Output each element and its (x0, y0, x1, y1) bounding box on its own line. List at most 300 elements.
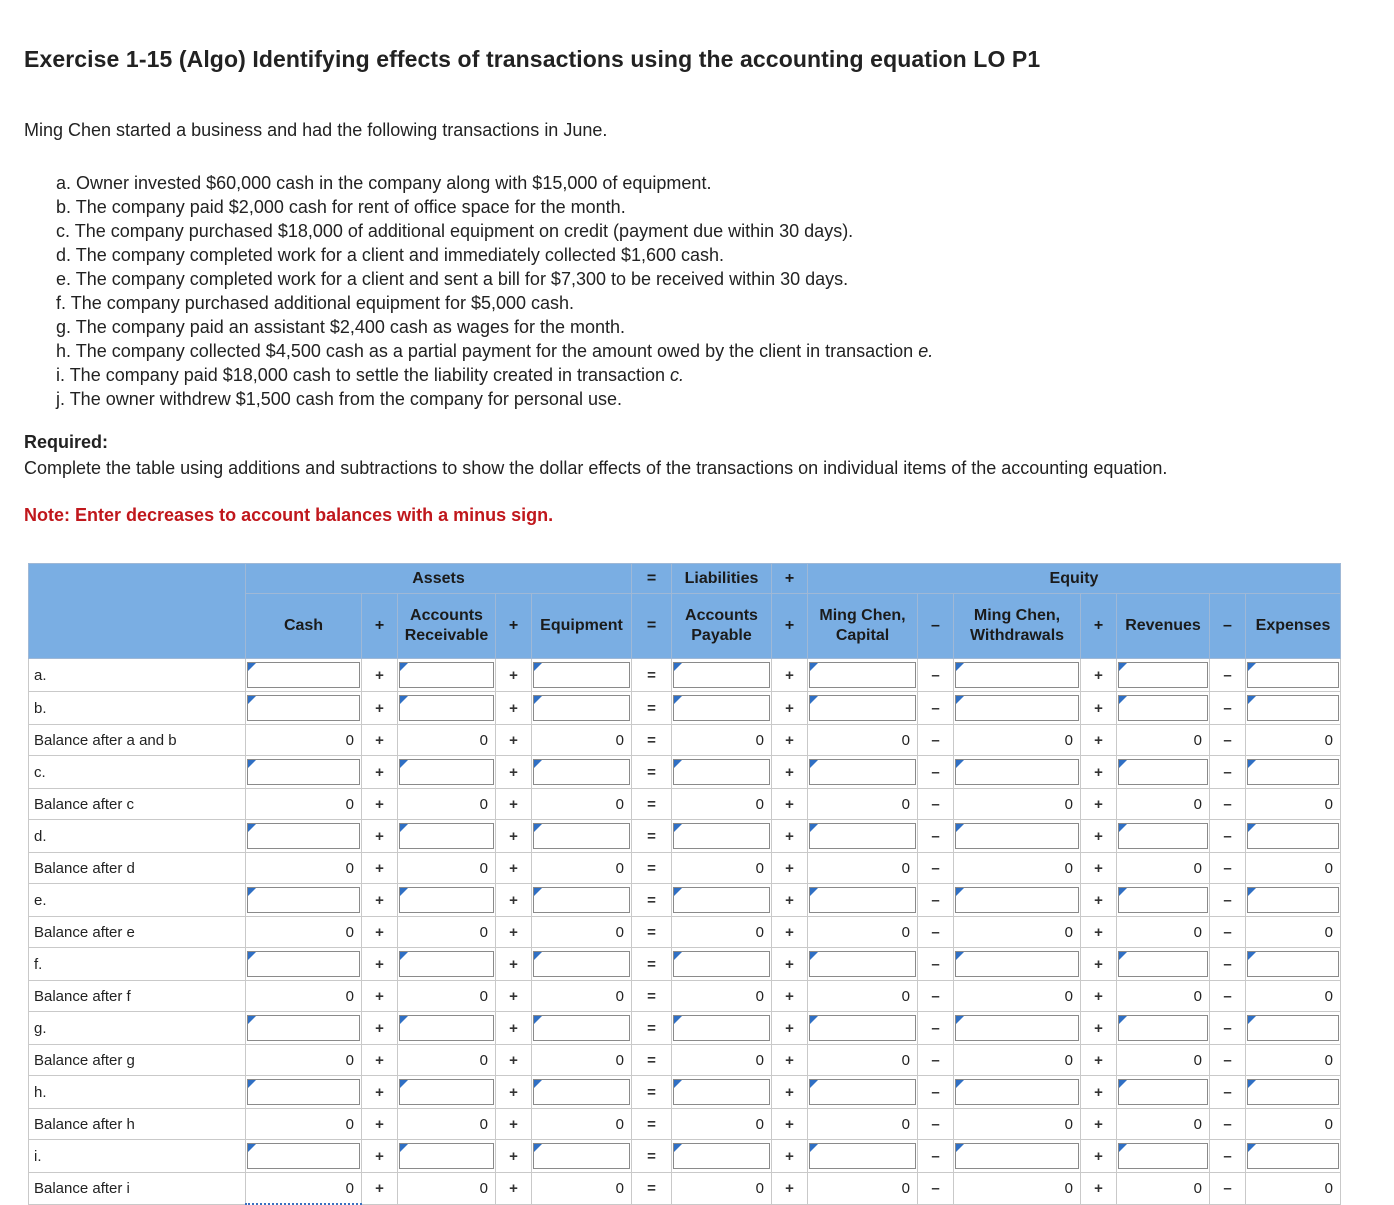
operator-sign: = (632, 789, 672, 820)
withdrawals-input[interactable] (955, 662, 1079, 688)
input-marker-icon (534, 824, 542, 832)
cash-input[interactable] (247, 887, 360, 913)
capital-input[interactable] (809, 887, 916, 913)
accounts-receivable-balance: 0 (398, 1045, 496, 1076)
withdrawals-input[interactable] (955, 951, 1079, 977)
operator-sign: – (1210, 853, 1246, 884)
row-label: c. (29, 756, 246, 789)
input-marker-icon (248, 696, 256, 704)
input-marker-icon (534, 888, 542, 896)
input-marker-icon (674, 952, 682, 960)
row-label: f. (29, 948, 246, 981)
capital-input-cell (808, 948, 918, 981)
revenues-balance: 0 (1117, 981, 1210, 1012)
operator-sign: + (362, 820, 398, 853)
note-text: Note: Enter decreases to account balances with a minus sign. (24, 505, 554, 525)
operator-sign: + (772, 725, 808, 756)
operator-sign: = (632, 1140, 672, 1173)
equipment-input[interactable] (533, 951, 630, 977)
required-text: Complete the table using additions and subtractions to show the dollar effects of the transactions on individual items of the accounting equation. (24, 458, 1168, 478)
transaction-letter: b. (56, 197, 72, 217)
operator-sign: – (1210, 981, 1246, 1012)
accounts-receivable-input[interactable] (399, 1015, 494, 1041)
transaction-row (29, 1076, 1341, 1109)
revenues-balance: 0 (1117, 853, 1210, 884)
operator-sign: = (632, 1109, 672, 1140)
input-marker-icon (1248, 824, 1256, 832)
transaction-row (29, 692, 1341, 725)
expenses-input-cell (1246, 1012, 1341, 1045)
expenses-input[interactable] (1247, 662, 1339, 688)
accounts-payable-input[interactable] (673, 662, 770, 688)
row-label: d. (29, 820, 246, 853)
equipment-input[interactable] (533, 662, 630, 688)
revenues-balance: 0 (1117, 1173, 1210, 1205)
expenses-input-cell (1246, 756, 1341, 789)
input-marker-icon (1248, 952, 1256, 960)
input-marker-icon (1119, 760, 1127, 768)
cash-balance: 0 (246, 1173, 362, 1205)
revenues-input[interactable] (1118, 951, 1208, 977)
withdrawals-input[interactable] (955, 1143, 1079, 1169)
col-expenses: Expenses (1246, 594, 1341, 659)
operator-sign: = (632, 692, 672, 725)
expenses-input-cell (1246, 692, 1341, 725)
input-marker-icon (1119, 663, 1127, 671)
withdrawals-input[interactable] (955, 1015, 1079, 1041)
withdrawals-balance: 0 (954, 725, 1081, 756)
cash-input-cell (246, 659, 362, 692)
col-capital: Ming Chen, Capital (808, 594, 918, 659)
input-marker-icon (248, 824, 256, 832)
operator-sign: + (496, 853, 532, 884)
revenues-input[interactable] (1118, 662, 1208, 688)
expenses-input[interactable] (1247, 1079, 1339, 1105)
cash-input-cell (246, 756, 362, 789)
accounts-receivable-balance: 0 (398, 725, 496, 756)
expenses-input[interactable] (1247, 1015, 1339, 1041)
capital-balance: 0 (808, 1173, 918, 1205)
expenses-input[interactable] (1247, 695, 1339, 721)
accounts-receivable-input-cell (398, 948, 496, 981)
input-marker-icon (248, 1080, 256, 1088)
transaction-row (29, 659, 1341, 692)
expenses-input[interactable] (1247, 887, 1339, 913)
input-marker-icon (956, 663, 964, 671)
revenues-input[interactable] (1118, 887, 1208, 913)
input-marker-icon (1248, 1016, 1256, 1024)
input-marker-icon (248, 952, 256, 960)
revenues-input[interactable] (1118, 1079, 1208, 1105)
liabilities-header: Liabilities (672, 564, 772, 594)
operator-sign: – (1210, 884, 1246, 917)
revenues-input-cell (1117, 948, 1210, 981)
operator-sign: – (918, 725, 954, 756)
operator-sign: – (1210, 1140, 1246, 1173)
withdrawals-input-cell (954, 1140, 1081, 1173)
withdrawals-input[interactable] (955, 1079, 1079, 1105)
revenues-input[interactable] (1118, 1143, 1208, 1169)
operator-sign: + (496, 884, 532, 917)
transaction-row (29, 1140, 1341, 1173)
operator-sign: + (1081, 692, 1117, 725)
operator-sign: + (772, 981, 808, 1012)
equity-header: Equity (808, 564, 1341, 594)
withdrawals-balance: 0 (954, 853, 1081, 884)
operator-sign: + (496, 1045, 532, 1076)
accounts-receivable-balance: 0 (398, 917, 496, 948)
equipment-input[interactable] (533, 1015, 630, 1041)
accounts-payable-input-cell (672, 820, 772, 853)
revenues-input[interactable] (1118, 823, 1208, 849)
input-marker-icon (1119, 824, 1127, 832)
capital-input[interactable] (809, 1015, 916, 1041)
accounts-receivable-input[interactable] (399, 1079, 494, 1105)
operator-sign: + (772, 756, 808, 789)
accounts-payable-balance: 0 (672, 917, 772, 948)
operator-sign: – (918, 884, 954, 917)
operator-sign: = (632, 884, 672, 917)
operator-sign: + (1081, 1045, 1117, 1076)
operator-sign: – (918, 1109, 954, 1140)
expenses-input[interactable] (1247, 823, 1339, 849)
accounts-receivable-input[interactable] (399, 951, 494, 977)
operator-sign: + (1081, 725, 1117, 756)
operator-sign: – (918, 981, 954, 1012)
cash-input[interactable] (247, 1015, 360, 1041)
capital-input-cell (808, 659, 918, 692)
input-marker-icon (534, 1144, 542, 1152)
input-marker-icon (674, 760, 682, 768)
operator-sign: – (918, 1076, 954, 1109)
operator-sign: + (362, 981, 398, 1012)
revenues-balance: 0 (1117, 789, 1210, 820)
transaction-letter: d. (56, 245, 72, 265)
accounts-payable-balance: 0 (672, 1109, 772, 1140)
input-marker-icon (956, 1144, 964, 1152)
operator-sign: + (362, 1109, 398, 1140)
expenses-input[interactable] (1247, 759, 1339, 785)
cash-input[interactable] (247, 662, 360, 688)
equipment-balance: 0 (532, 917, 632, 948)
equipment-input-cell (532, 1076, 632, 1109)
cash-input[interactable] (247, 823, 360, 849)
accounts-receivable-input-cell (398, 820, 496, 853)
cash-input[interactable] (247, 759, 360, 785)
revenues-input[interactable] (1118, 1015, 1208, 1041)
accounts-payable-input[interactable] (673, 887, 770, 913)
transaction-item (56, 195, 933, 219)
accounts-receivable-input-cell (398, 659, 496, 692)
equipment-input-cell (532, 1012, 632, 1045)
revenues-balance: 0 (1117, 725, 1210, 756)
input-marker-icon (534, 952, 542, 960)
input-marker-icon (534, 1080, 542, 1088)
input-marker-icon (248, 1016, 256, 1024)
cash-balance: 0 (246, 917, 362, 948)
col-op-plus: + (496, 594, 532, 659)
transaction-text: The company completed work for a client and sent a bill for $7,300 to be received within 30 days. (75, 269, 849, 289)
balance-row (29, 1173, 1341, 1205)
row-label: e. (29, 884, 246, 917)
operator-sign: + (496, 917, 532, 948)
cash-balance: 0 (246, 1109, 362, 1140)
operator-sign: + (772, 884, 808, 917)
input-marker-icon (400, 663, 408, 671)
operator-sign: – (918, 1140, 954, 1173)
input-marker-icon (810, 1144, 818, 1152)
equipment-input[interactable] (533, 823, 630, 849)
accounts-payable-input-cell (672, 659, 772, 692)
expenses-balance: 0 (1246, 725, 1341, 756)
operator-sign: + (496, 1012, 532, 1045)
operator-sign: + (496, 820, 532, 853)
equipment-input[interactable] (533, 695, 630, 721)
input-marker-icon (956, 888, 964, 896)
input-marker-icon (1119, 1016, 1127, 1024)
equipment-input[interactable] (533, 1079, 630, 1105)
withdrawals-balance: 0 (954, 1045, 1081, 1076)
expenses-balance: 0 (1246, 981, 1341, 1012)
revenues-balance: 0 (1117, 1045, 1210, 1076)
expenses-input[interactable] (1247, 1143, 1339, 1169)
operator-sign: + (496, 659, 532, 692)
col-op-plus: + (1081, 594, 1117, 659)
page-title: Exercise 1-15 (Algo) Identifying effects of transactions using the accounting equation LO P1 (24, 46, 1041, 72)
col-op-minus: – (918, 594, 954, 659)
input-marker-icon (534, 663, 542, 671)
operator-sign: + (362, 1012, 398, 1045)
operator-sign: – (918, 789, 954, 820)
capital-input[interactable] (809, 1079, 916, 1105)
operator-sign: – (1210, 789, 1246, 820)
accounts-payable-input[interactable] (673, 1015, 770, 1041)
cash-input-cell (246, 692, 362, 725)
capital-input-cell (808, 884, 918, 917)
cash-input-cell (246, 1012, 362, 1045)
input-marker-icon (248, 1144, 256, 1152)
accounts-receivable-input[interactable] (399, 887, 494, 913)
equipment-input[interactable] (533, 887, 630, 913)
transaction-text: Owner invested $60,000 cash in the company along with $15,000 of equipment. (76, 173, 712, 193)
transaction-list (56, 171, 933, 411)
operator-sign: + (1081, 756, 1117, 789)
expenses-input-cell (1246, 1076, 1341, 1109)
input-marker-icon (956, 760, 964, 768)
accounts-receivable-input-cell (398, 692, 496, 725)
revenues-input-cell (1117, 692, 1210, 725)
input-marker-icon (1248, 696, 1256, 704)
accounts-payable-input-cell (672, 884, 772, 917)
operator-sign: + (1081, 820, 1117, 853)
accounts-payable-input-cell (672, 756, 772, 789)
capital-input[interactable] (809, 662, 916, 688)
input-marker-icon (400, 1016, 408, 1024)
equipment-input-cell (532, 884, 632, 917)
input-marker-icon (400, 760, 408, 768)
accounts-payable-balance: 0 (672, 1045, 772, 1076)
row-label: Balance after c (29, 789, 246, 820)
operator-sign: + (362, 1173, 398, 1205)
capital-input[interactable] (809, 951, 916, 977)
accounts-receivable-input-cell (398, 1076, 496, 1109)
transaction-row (29, 820, 1341, 853)
equipment-input-cell (532, 948, 632, 981)
revenues-input[interactable] (1118, 759, 1208, 785)
accounts-payable-balance: 0 (672, 981, 772, 1012)
input-marker-icon (400, 696, 408, 704)
capital-input[interactable] (809, 823, 916, 849)
withdrawals-input-cell (954, 948, 1081, 981)
operator-sign: = (632, 948, 672, 981)
transaction-item (56, 243, 933, 267)
input-marker-icon (674, 663, 682, 671)
input-marker-icon (956, 1080, 964, 1088)
row-label: Balance after i (29, 1173, 246, 1205)
capital-balance: 0 (808, 981, 918, 1012)
operator-sign: + (362, 917, 398, 948)
input-marker-icon (956, 952, 964, 960)
col-op-minus: – (1210, 594, 1246, 659)
expenses-input[interactable] (1247, 951, 1339, 977)
accounts-payable-input[interactable] (673, 951, 770, 977)
row-label: Balance after e (29, 917, 246, 948)
row-label: Balance after a and b (29, 725, 246, 756)
equipment-balance: 0 (532, 725, 632, 756)
cash-input[interactable] (247, 695, 360, 721)
operator-sign: + (362, 1045, 398, 1076)
capital-input-cell (808, 692, 918, 725)
input-marker-icon (956, 824, 964, 832)
cash-balance: 0 (246, 1045, 362, 1076)
accounts-payable-input-cell (672, 948, 772, 981)
input-marker-icon (1248, 888, 1256, 896)
capital-balance: 0 (808, 789, 918, 820)
operator-sign: + (772, 789, 808, 820)
transaction-reference: e. (918, 341, 934, 361)
row-label: Balance after h (29, 1109, 246, 1140)
operator-sign: = (632, 756, 672, 789)
accounts-receivable-input-cell (398, 756, 496, 789)
operator-sign: – (1210, 1173, 1246, 1205)
row-label: Balance after f (29, 981, 246, 1012)
accounts-receivable-input[interactable] (399, 759, 494, 785)
operator-sign: + (1081, 917, 1117, 948)
withdrawals-balance: 0 (954, 1109, 1081, 1140)
operator-sign: + (496, 1109, 532, 1140)
cash-input-cell (246, 1140, 362, 1173)
withdrawals-input[interactable] (955, 759, 1079, 785)
operator-sign: + (772, 917, 808, 948)
input-marker-icon (1248, 1144, 1256, 1152)
transaction-text: The company completed work for a client and immediately collected $1,600 cash. (75, 245, 725, 265)
operator-sign: – (1210, 820, 1246, 853)
operator-sign: + (772, 1173, 808, 1205)
operator-sign: = (632, 1012, 672, 1045)
operator-sign: = (632, 659, 672, 692)
accounts-payable-input-cell (672, 1076, 772, 1109)
row-label: h. (29, 1076, 246, 1109)
operator-sign: + (362, 1076, 398, 1109)
transaction-letter: h. (56, 341, 72, 361)
accounts-receivable-input[interactable] (399, 823, 494, 849)
accounts-payable-input[interactable] (673, 1079, 770, 1105)
balance-row (29, 1045, 1341, 1076)
accounts-receivable-input[interactable] (399, 662, 494, 688)
cash-input[interactable] (247, 1143, 360, 1169)
operator-sign: – (918, 917, 954, 948)
revenues-input-cell (1117, 820, 1210, 853)
equipment-input[interactable] (533, 1143, 630, 1169)
input-marker-icon (674, 1080, 682, 1088)
withdrawals-balance: 0 (954, 981, 1081, 1012)
accounts-payable-input[interactable] (673, 823, 770, 849)
operator-sign: + (496, 789, 532, 820)
accounts-payable-balance: 0 (672, 789, 772, 820)
row-label: Balance after g (29, 1045, 246, 1076)
equipment-input-cell (532, 820, 632, 853)
cash-input[interactable] (247, 1079, 360, 1105)
withdrawals-balance: 0 (954, 917, 1081, 948)
accounts-receivable-input[interactable] (399, 1143, 494, 1169)
input-marker-icon (400, 1144, 408, 1152)
operator-sign: – (918, 820, 954, 853)
col-accounts-receivable: Accounts Receivable (398, 594, 496, 659)
equipment-balance: 0 (532, 1045, 632, 1076)
expenses-balance: 0 (1246, 1173, 1341, 1205)
operator-sign: = (632, 725, 672, 756)
capital-input[interactable] (809, 1143, 916, 1169)
cash-input[interactable] (247, 951, 360, 977)
capital-input[interactable] (809, 759, 916, 785)
input-marker-icon (1119, 696, 1127, 704)
accounts-payable-input-cell (672, 1012, 772, 1045)
capital-input-cell (808, 1012, 918, 1045)
transaction-letter: a. (56, 173, 72, 193)
accounts-payable-input[interactable] (673, 1143, 770, 1169)
accounts-payable-input[interactable] (673, 759, 770, 785)
withdrawals-input[interactable] (955, 887, 1079, 913)
equipment-input[interactable] (533, 759, 630, 785)
revenues-input-cell (1117, 756, 1210, 789)
withdrawals-input-cell (954, 756, 1081, 789)
capital-input[interactable] (809, 695, 916, 721)
withdrawals-input[interactable] (955, 823, 1079, 849)
input-marker-icon (248, 760, 256, 768)
accounts-payable-balance: 0 (672, 725, 772, 756)
intro-text: Ming Chen started a business and had the following transactions in June. (24, 120, 608, 140)
transaction-text: The owner withdrew $1,500 cash from the company for personal use. (69, 389, 622, 409)
equipment-input-cell (532, 659, 632, 692)
col-equipment: Equipment (532, 594, 632, 659)
revenues-input-cell (1117, 659, 1210, 692)
col-accounts-payable: Accounts Payable (672, 594, 772, 659)
operator-sign: + (496, 981, 532, 1012)
operator-sign: + (772, 820, 808, 853)
accounts-receivable-balance: 0 (398, 981, 496, 1012)
revenues-input-cell (1117, 1140, 1210, 1173)
balance-row (29, 853, 1341, 884)
accounts-payable-input[interactable] (673, 695, 770, 721)
withdrawals-input[interactable] (955, 695, 1079, 721)
operator-sign: – (918, 1173, 954, 1205)
operator-sign: – (1210, 725, 1246, 756)
revenues-input[interactable] (1118, 695, 1208, 721)
expenses-balance: 0 (1246, 853, 1341, 884)
cash-input-cell (246, 948, 362, 981)
cash-input-cell (246, 820, 362, 853)
accounts-receivable-input[interactable] (399, 695, 494, 721)
